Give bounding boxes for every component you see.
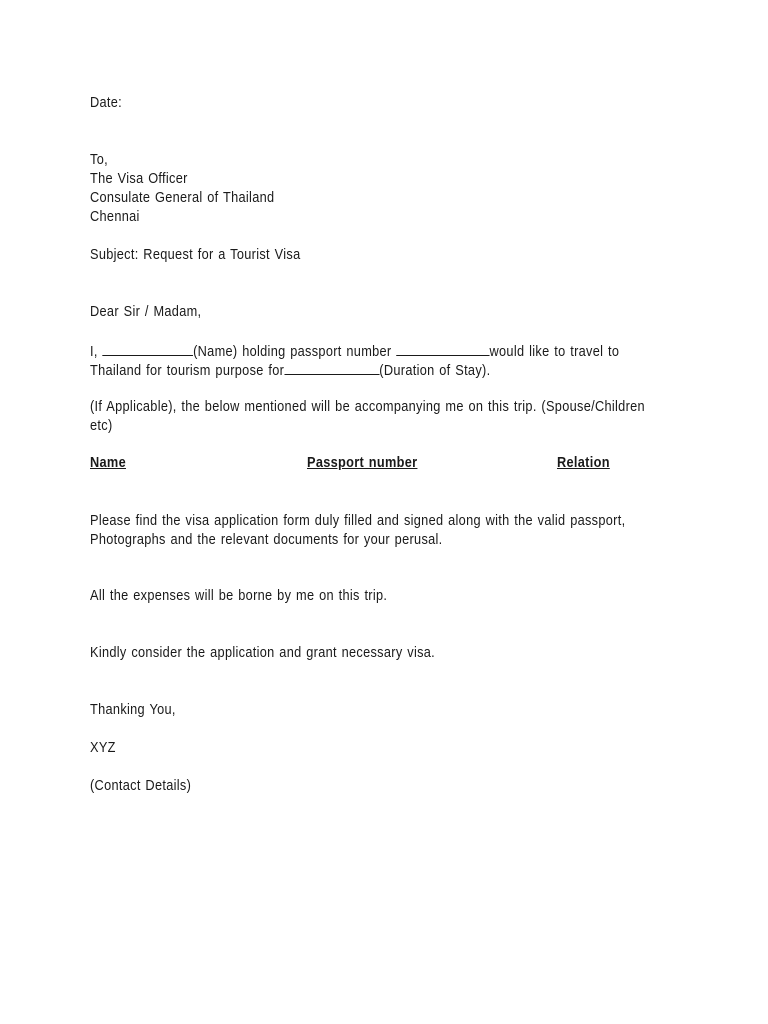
intro-text-5: (Duration of Stay). — [379, 363, 491, 379]
intro-line-1 — [90, 341, 619, 362]
subject-line: Subject: Request for a Tourist Visa — [90, 247, 301, 263]
duration-blank — [284, 360, 379, 375]
date-label: Date: — [90, 95, 123, 111]
name-blank — [102, 341, 193, 356]
recipient-city: Chennai — [90, 209, 140, 225]
salutation: Dear Sir / Madam, — [90, 304, 202, 320]
applicable-line-2: etc) — [90, 418, 113, 434]
to-label: To, — [90, 152, 108, 168]
intro-text-1: I, — [90, 344, 103, 360]
intro-text-4: Thailand for tourism purpose for — [90, 363, 285, 379]
contact-details: (Contact Details) — [90, 778, 192, 794]
request-line: Kindly consider the application and grant necessary visa. — [90, 645, 436, 661]
table-header-passport: Passport number — [307, 455, 418, 471]
closing-line: Thanking You, — [90, 702, 176, 718]
intro-line-2 — [90, 360, 490, 381]
recipient-office: Consulate General of Thailand — [90, 190, 275, 206]
expenses-line: All the expenses will be borne by me on this trip. — [90, 588, 388, 604]
recipient-title: The Visa Officer — [90, 171, 188, 187]
intro-text-2: (Name) holding passport number — [193, 344, 397, 360]
documents-line-1: Please find the visa application form duly filled and signed along with the valid passport, — [90, 513, 626, 529]
intro-text-3: would like to travel to — [489, 344, 620, 360]
table-header-name: Name — [90, 455, 126, 471]
passport-blank — [396, 341, 489, 356]
documents-line-2: Photographs and the relevant documents for your perusal. — [90, 532, 443, 548]
applicable-line-1: (If Applicable), the below mentioned will be accompanying me on this trip. (Spouse/Children — [90, 399, 645, 415]
table-header-relation: Relation — [557, 455, 610, 471]
signature-name: XYZ — [90, 740, 116, 756]
